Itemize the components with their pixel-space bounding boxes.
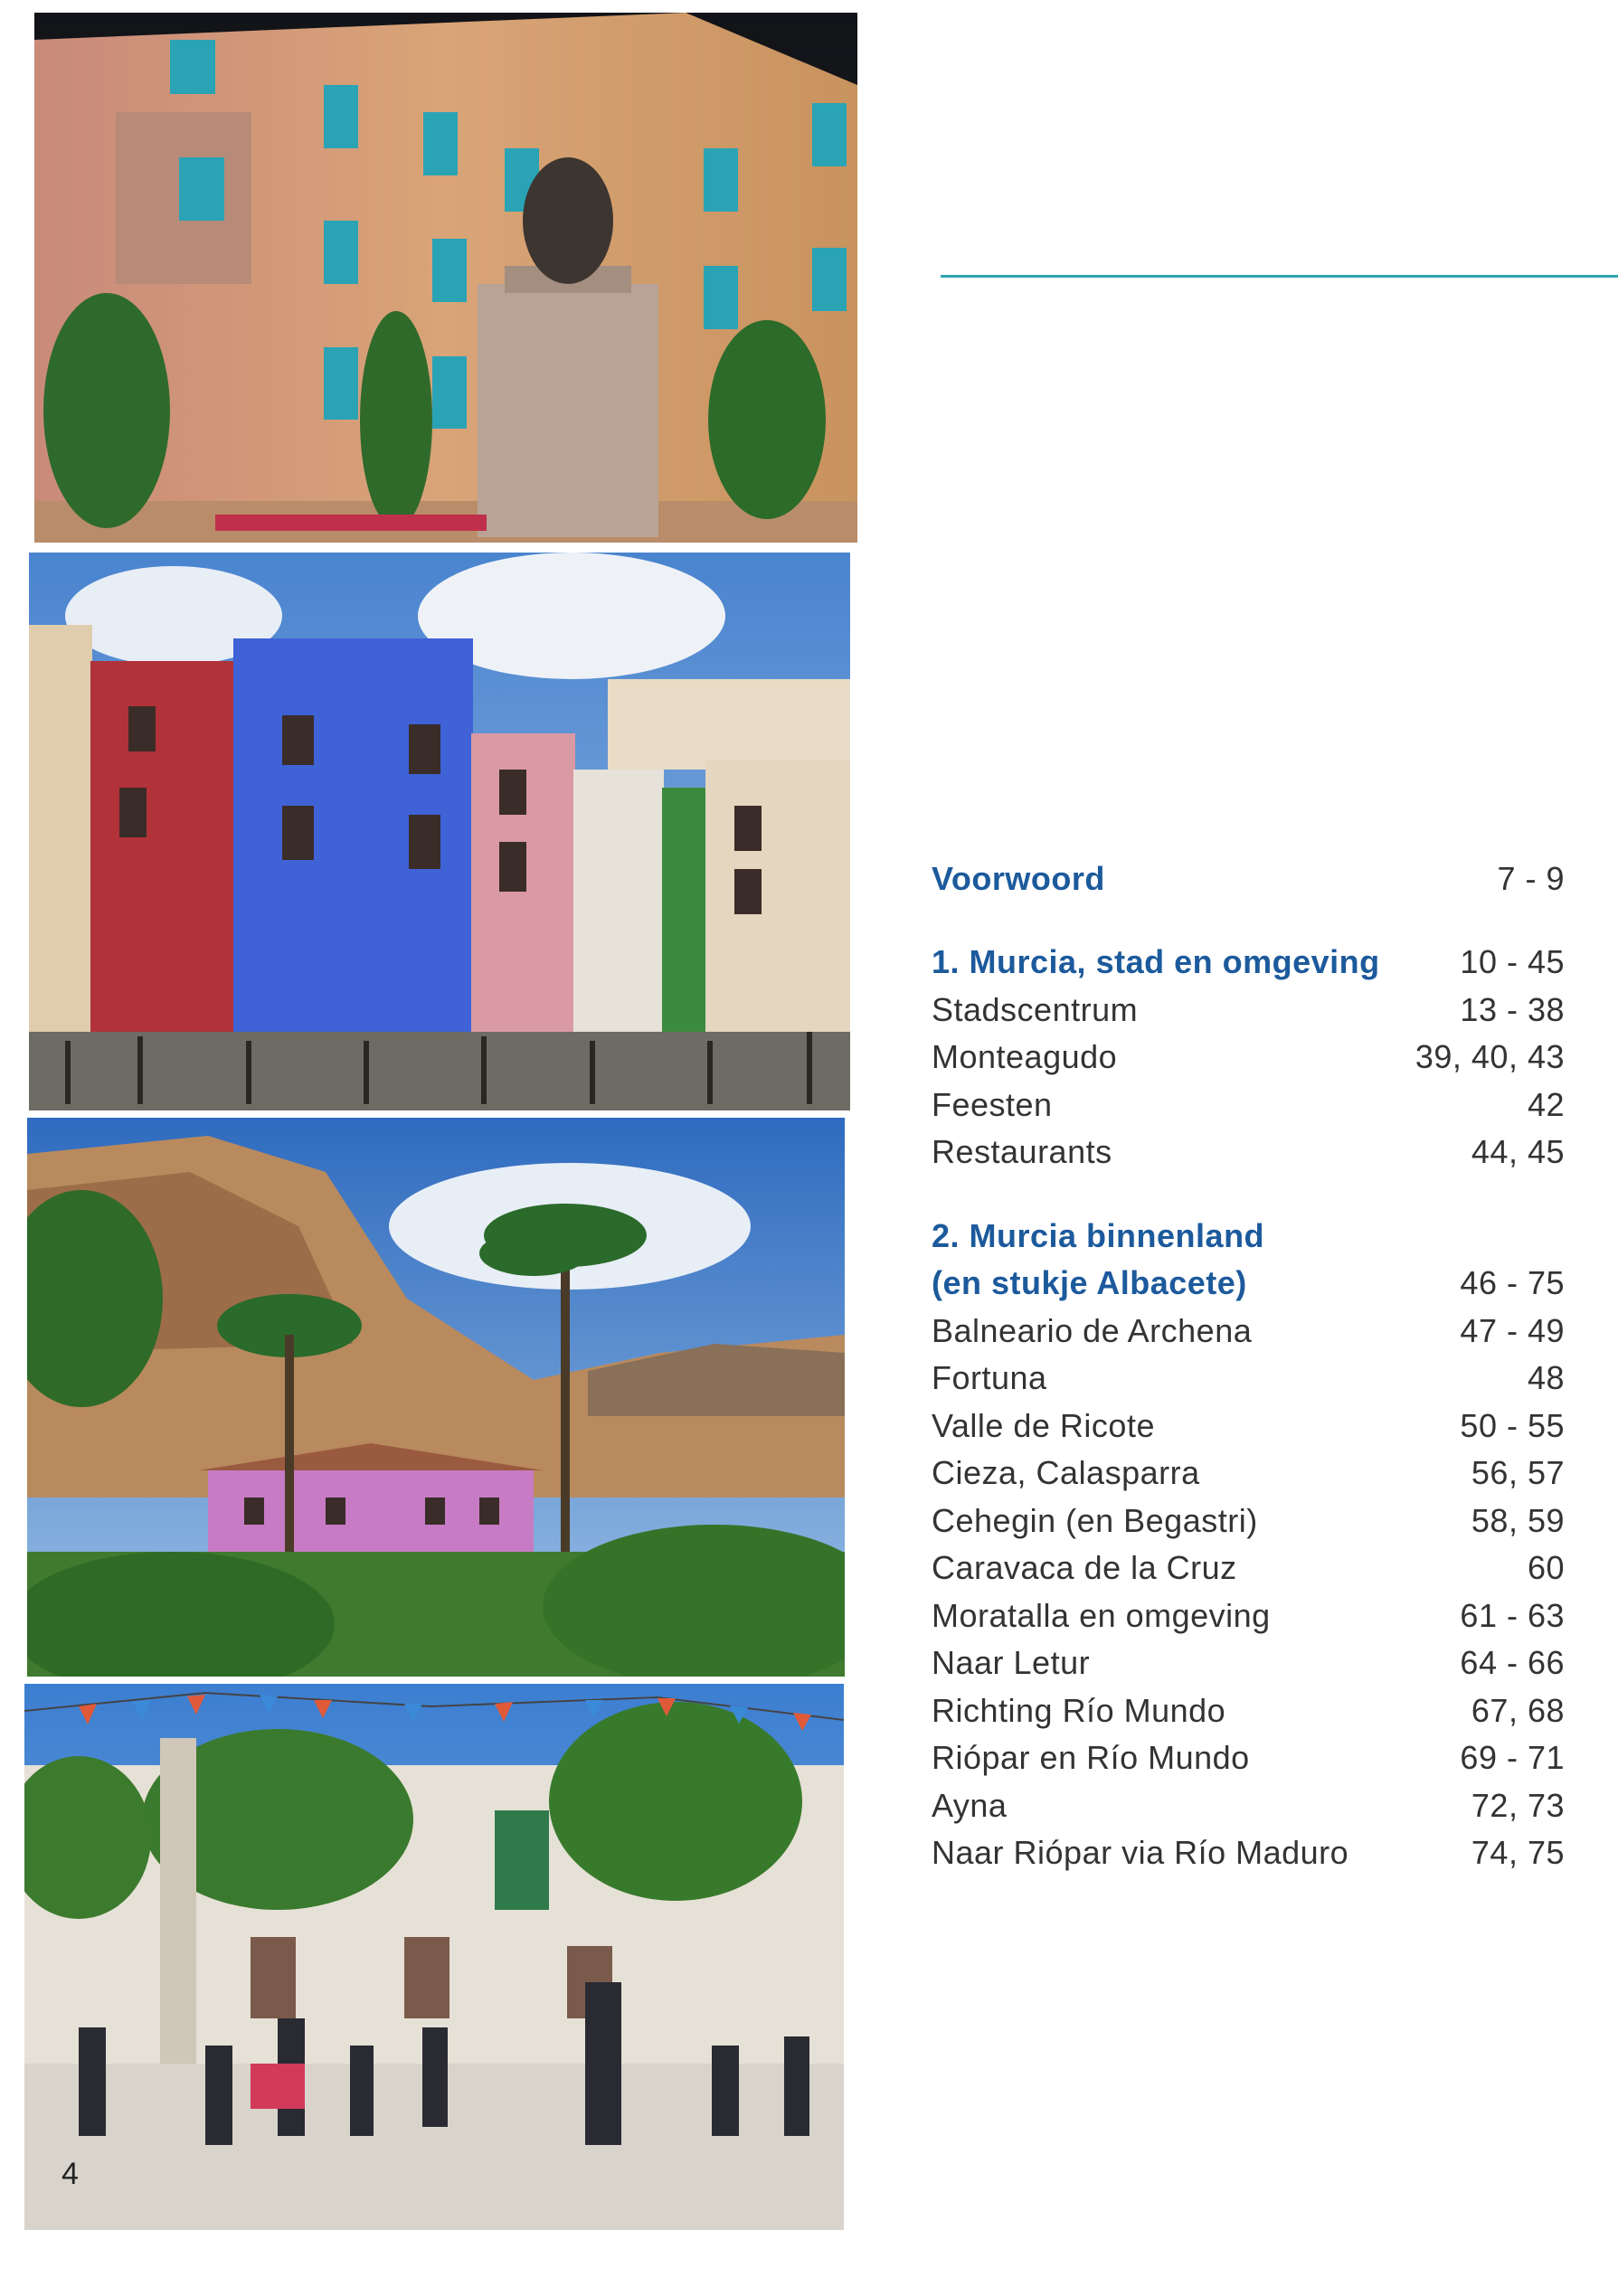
- toc-entry-pages: 47 - 49: [1460, 1311, 1565, 1349]
- table-of-contents: [932, 850, 1565, 1872]
- toc-entry-pages: 61 - 63: [1460, 1596, 1565, 1634]
- toc-section-heading[interactable]: [932, 934, 1565, 982]
- toc-entry-pages: 56, 57: [1471, 1454, 1565, 1491]
- toc-section-subtitle: (en stukje Albacete): [932, 1264, 1247, 1301]
- toc-entry-pages: 44, 45: [1471, 1133, 1565, 1170]
- toc-entry[interactable]: [932, 1825, 1565, 1873]
- toc-entry-pages: 39, 40, 43: [1415, 1038, 1565, 1075]
- toc-entry-label: Valle de Ricote: [932, 1406, 1155, 1444]
- toc-entry[interactable]: [932, 1124, 1565, 1172]
- toc-entry-label: Balneario de Archena: [932, 1311, 1253, 1349]
- toc-entry-pages: 72, 73: [1471, 1786, 1565, 1824]
- toc-entry-pages: 13 - 38: [1460, 990, 1565, 1028]
- toc-section-pages: 46 - 75: [1460, 1264, 1565, 1301]
- toc-entry[interactable]: [932, 1777, 1565, 1825]
- toc-entry[interactable]: [932, 1076, 1565, 1124]
- toc-entry[interactable]: [932, 1730, 1565, 1778]
- toc-section-title: 1. Murcia, stad en omgeving: [932, 943, 1380, 980]
- toc-foreword-pages: 7 - 9: [1497, 859, 1565, 897]
- toc-entry[interactable]: [932, 1587, 1565, 1635]
- toc-entry-label: Monteagudo: [932, 1038, 1118, 1075]
- toc-entry-pages: 48: [1527, 1359, 1565, 1396]
- toc-entry[interactable]: [932, 1350, 1565, 1398]
- mountain-palm-house-photo: [27, 1118, 845, 1677]
- toc-entry[interactable]: [932, 1682, 1565, 1730]
- toc-entry[interactable]: [932, 1492, 1565, 1540]
- toc-foreword[interactable]: [932, 850, 1565, 898]
- toc-entry-label: Naar Riópar via Río Maduro: [932, 1834, 1349, 1871]
- toc-entry[interactable]: [932, 1445, 1565, 1493]
- toc-entry-pages: 67, 68: [1471, 1691, 1565, 1729]
- toc-entry-label: Stadscentrum: [932, 990, 1139, 1028]
- toc-entry[interactable]: [932, 1635, 1565, 1683]
- toc-entry-label: Naar Letur: [932, 1644, 1091, 1681]
- toc-entry-label: Richting Río Mundo: [932, 1691, 1226, 1729]
- toc-entry[interactable]: [932, 1397, 1565, 1445]
- illuminated-palace-square-photo: [34, 13, 857, 543]
- toc-entry-label: Ayna: [932, 1786, 1008, 1824]
- toc-entry-label: Riópar en Río Mundo: [932, 1739, 1250, 1776]
- toc-section-pages: 10 - 45: [1460, 943, 1565, 980]
- toc-entry-pages: 64 - 66: [1460, 1644, 1565, 1681]
- toc-entry-pages: 50 - 55: [1460, 1406, 1565, 1444]
- decorative-rule: [941, 275, 1618, 278]
- toc-entry-label: Caravaca de la Cruz: [932, 1549, 1237, 1586]
- toc-section-heading-line1[interactable]: [932, 1207, 1565, 1255]
- toc-entry[interactable]: [932, 1302, 1565, 1350]
- toc-entry-label: Restaurants: [932, 1133, 1112, 1170]
- toc-entry-label: Cieza, Calasparra: [932, 1454, 1200, 1491]
- toc-entry-pages: 69 - 71: [1460, 1739, 1565, 1776]
- village-plaza-festival-photo: [24, 1684, 844, 2230]
- toc-entry-pages: 74, 75: [1471, 1834, 1565, 1871]
- toc-entry-label: Fortuna: [932, 1359, 1047, 1396]
- colorful-houses-photo: [29, 553, 850, 1110]
- toc-entry[interactable]: [932, 1540, 1565, 1588]
- toc-entry-pages: 60: [1527, 1549, 1565, 1586]
- toc-entry[interactable]: [932, 1029, 1565, 1077]
- toc-section-heading-line2[interactable]: [932, 1255, 1565, 1303]
- page-number: 4: [62, 2157, 79, 2191]
- toc-entry-pages: 42: [1527, 1085, 1565, 1123]
- toc-foreword-label: Voorwoord: [932, 859, 1105, 897]
- toc-entry-pages: 58, 59: [1471, 1501, 1565, 1539]
- toc-entry-label: Moratalla en omgeving: [932, 1596, 1271, 1634]
- toc-section-title: 2. Murcia binnenland: [932, 1216, 1265, 1254]
- toc-entry-label: Cehegin (en Begastri): [932, 1501, 1258, 1539]
- toc-entry[interactable]: [932, 981, 1565, 1029]
- toc-entry-label: Feesten: [932, 1085, 1053, 1123]
